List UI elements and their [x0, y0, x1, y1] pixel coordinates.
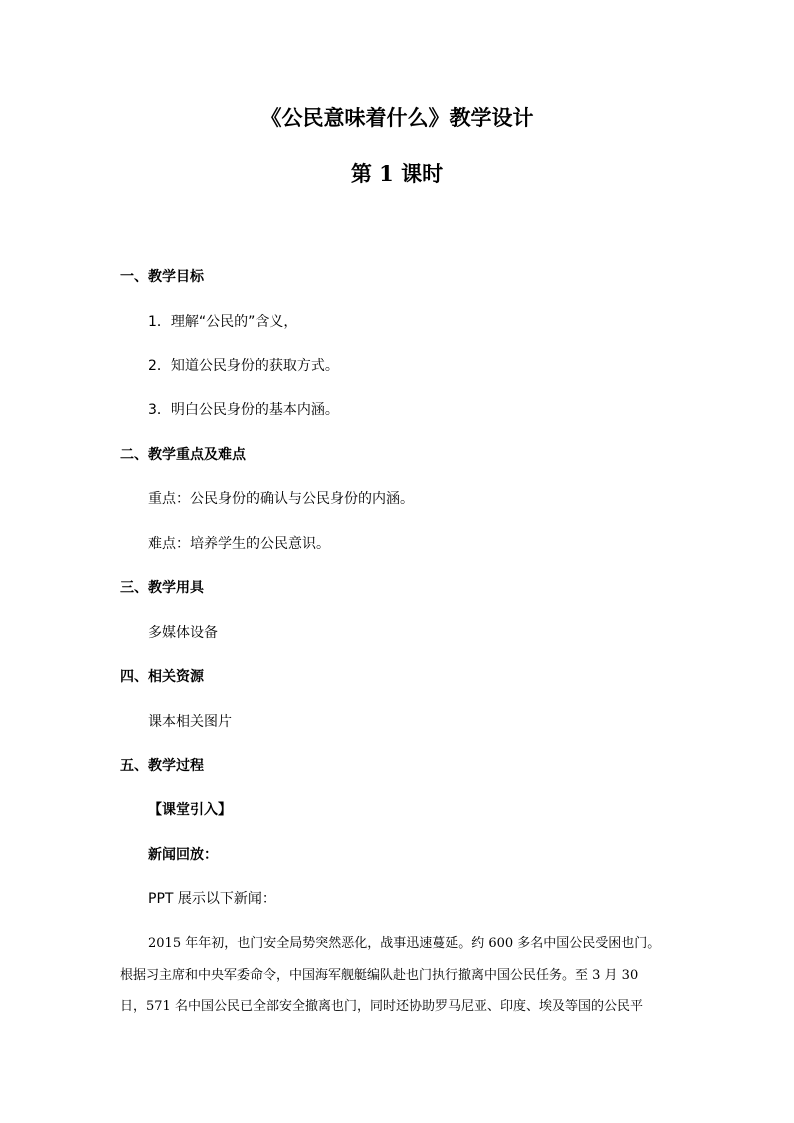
section-heading-objectives: 一、教学目标 [120, 269, 204, 285]
news-paragraph-line: 日，571 名中国公民已全部安全撤离也门，同时还协助罗马尼亚、印度、埃及等国的公民平 [120, 999, 643, 1014]
section-heading-resources: 四、相关资源 [120, 669, 204, 685]
news-paragraph-line: 根据习主席和中央军委命令，中国海军舰艇编队赴也门执行撤离中国公民任务。至 3 月 30 [120, 968, 639, 983]
tools-text: 多媒体设备 [148, 625, 218, 641]
news-replay-label: 新闻回放： [148, 847, 218, 863]
class-intro-label: 【课堂引入】 [148, 802, 232, 818]
section-heading-key-points: 二、教学重点及难点 [120, 447, 246, 463]
lesson-subtitle: 第 1 课时 [350, 161, 444, 186]
objective-item: 3．明白公民身份的基本内涵。 [148, 402, 339, 418]
ppt-instruction: PPT 展示以下新闻： [148, 891, 276, 907]
document-title: 《公民意味着什么》教学设计 [260, 105, 534, 130]
objective-item: 2．知道公民身份的获取方式。 [148, 358, 339, 374]
key-point-text: 重点：公民身份的确认与公民身份的内涵。 [148, 491, 414, 507]
section-heading-process: 五、教学过程 [120, 758, 204, 774]
objective-item: 1．理解“公民的”含义， [148, 314, 298, 330]
resources-text: 课本相关图片 [148, 714, 232, 730]
section-heading-tools: 三、教学用具 [120, 580, 204, 596]
news-paragraph-line: 2015 年年初，也门安全局势突然恶化，战事迅速蔓延。约 600 多名中国公民受困也门。 [148, 936, 661, 951]
difficult-point-text: 难点：培养学生的公民意识。 [148, 536, 330, 552]
